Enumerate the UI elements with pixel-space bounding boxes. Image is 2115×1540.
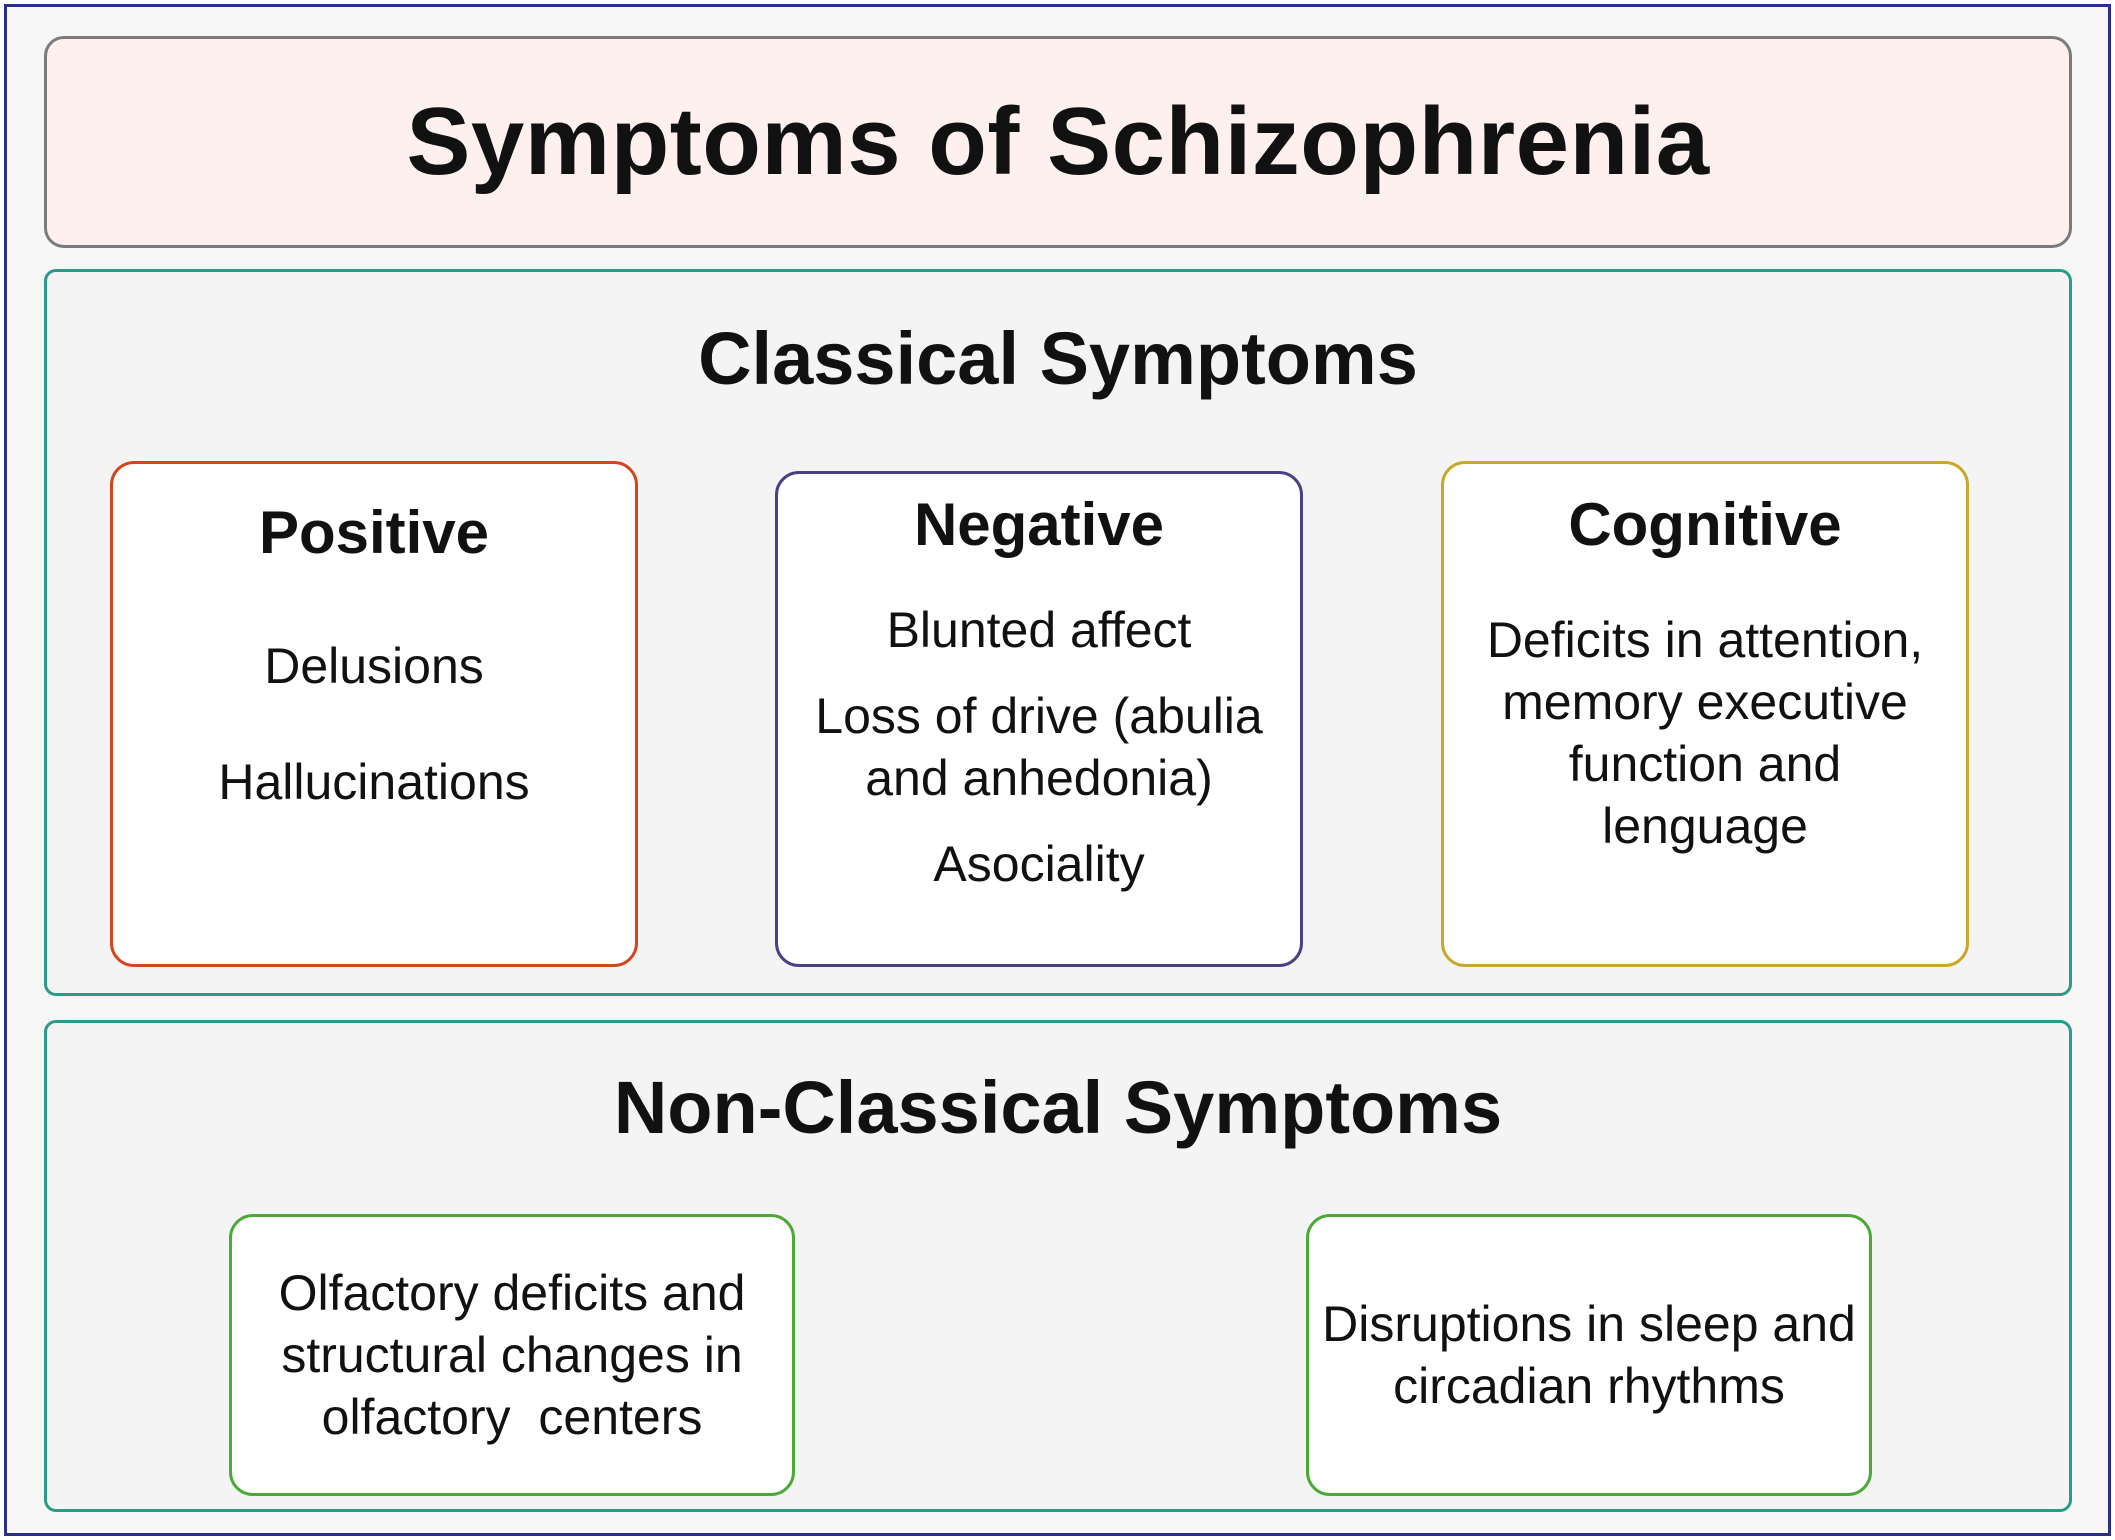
negative-item-blunted-affect: Blunted affect — [886, 602, 1192, 658]
classical-symptoms-title: Classical Symptoms — [698, 317, 1418, 400]
title-box — [44, 36, 2072, 248]
cognitive-symptoms-card — [1441, 461, 1969, 967]
negative-item-loss-of-drive: Loss of drive (abulia and anhedonia) — [815, 688, 1263, 806]
olfactory-deficits-card — [229, 1214, 795, 1496]
sleep-disruptions-text: Disruptions in sleep and circadian rhythms — [1322, 1296, 1856, 1414]
non-classical-symptoms-title: Non-Classical Symptoms — [613, 1066, 1503, 1149]
page-title: Symptoms of Schizophrenia — [406, 88, 1710, 195]
olfactory-deficits-text: Olfactory deficits and structural changes in olfactory centers — [278, 1265, 760, 1445]
positive-symptoms-card — [110, 461, 638, 967]
negative-symptoms-card — [775, 471, 1303, 967]
cognitive-text: Deficits in attention, memory executive function and lenguage — [1486, 612, 1924, 854]
negative-title: Negative — [913, 491, 1165, 558]
negative-item-asociality: Asociality — [933, 836, 1145, 892]
positive-item-delusions: Delusions — [264, 638, 484, 694]
sleep-disruptions-card — [1306, 1214, 1872, 1496]
positive-title: Positive — [258, 499, 490, 566]
cognitive-title: Cognitive — [1568, 491, 1842, 558]
positive-item-hallucinations: Hallucinations — [218, 754, 530, 810]
